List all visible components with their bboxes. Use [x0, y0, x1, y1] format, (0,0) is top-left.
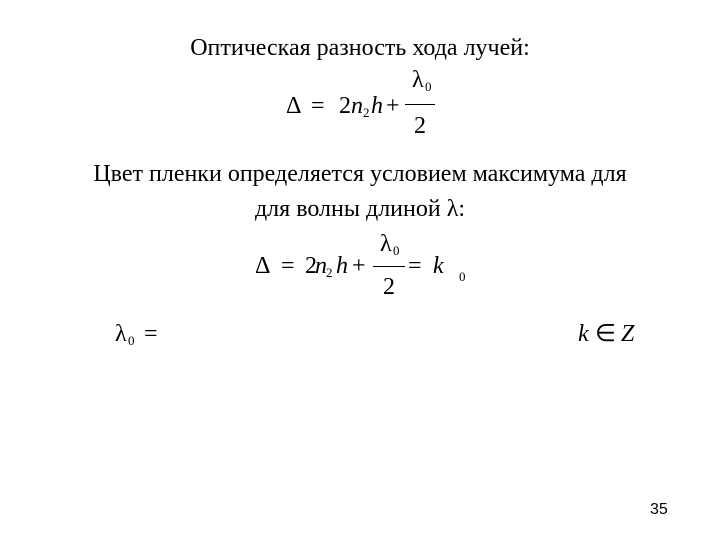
refractive-index-subscript: 2	[326, 265, 333, 280]
coefficient-two: 2	[305, 253, 317, 279]
lambda-symbol: λ	[380, 231, 392, 257]
thickness-h: h	[371, 93, 383, 119]
order-subscript: 0	[459, 269, 466, 284]
lambda-subscript: 0	[128, 333, 135, 348]
lambda-subscript: 0	[393, 243, 400, 258]
title-optical-path-difference: Оптическая разность хода лучей:	[190, 35, 530, 61]
refractive-index-subscript: 2	[363, 105, 370, 120]
equals-sign: =	[311, 93, 325, 119]
refractive-index-n: n	[351, 93, 363, 119]
text-max-condition-line1: Цвет пленки определяется условием максимума для	[93, 161, 627, 187]
equals-sign: =	[144, 321, 158, 347]
lambda-symbol: λ	[412, 67, 424, 93]
thickness-h: h	[336, 253, 348, 279]
fraction-bar	[373, 266, 405, 267]
element-of-sign: ∈	[595, 321, 616, 347]
order-k: k	[578, 321, 589, 347]
delta-symbol: Δ	[255, 253, 271, 279]
equals-sign: =	[281, 253, 295, 279]
denominator-two: 2	[414, 113, 426, 139]
refractive-index-n: n	[315, 253, 327, 279]
plus-sign: +	[386, 93, 400, 119]
equals-sign-2: =	[408, 253, 422, 279]
plus-sign: +	[352, 253, 366, 279]
lambda-subscript: 0	[425, 79, 432, 94]
fraction-bar	[405, 104, 435, 105]
integer-set-z: Z	[621, 321, 635, 347]
order-k: k	[433, 253, 444, 279]
coefficient-two: 2	[339, 93, 351, 119]
lambda-symbol: λ	[115, 321, 127, 347]
denominator-two: 2	[383, 274, 395, 300]
text-max-condition-line2: для волны длиной λ:	[254, 196, 466, 222]
page-number: 35	[650, 501, 668, 518]
delta-symbol: Δ	[286, 93, 302, 119]
